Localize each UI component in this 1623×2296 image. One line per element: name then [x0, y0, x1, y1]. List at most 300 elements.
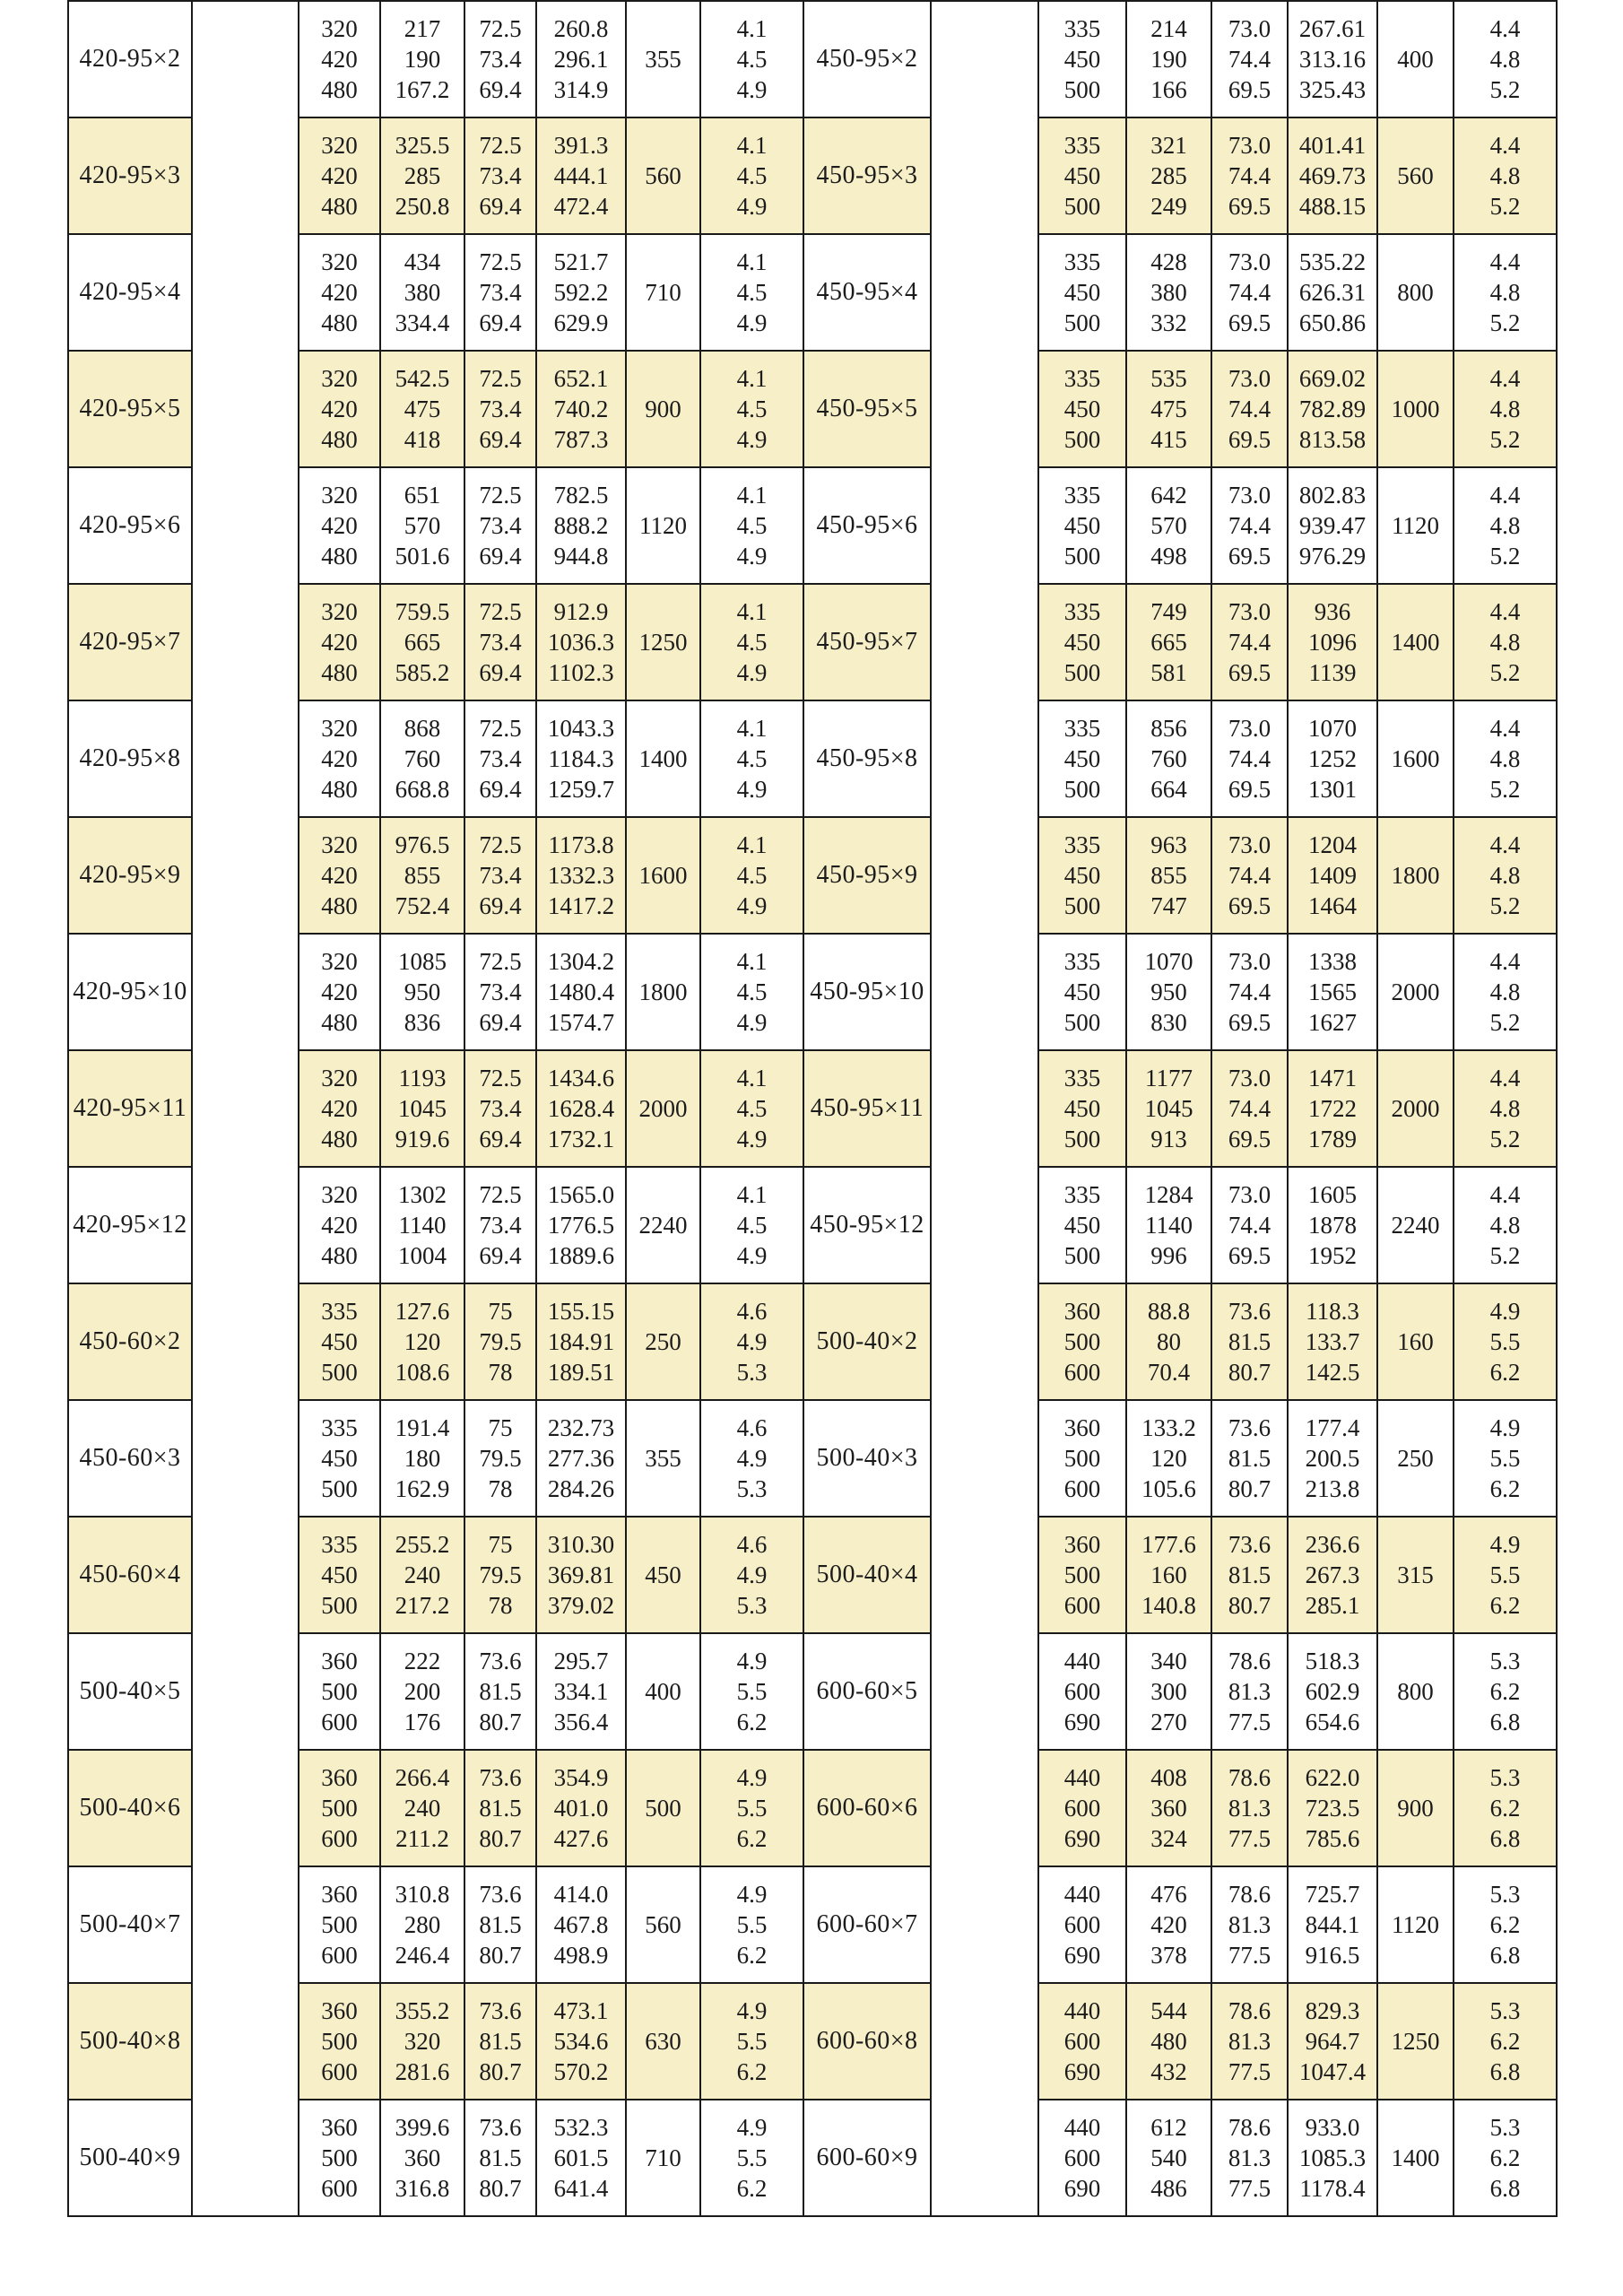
left-npsh-cell: [701, 1051, 804, 1168]
head-value: 665: [1150, 629, 1187, 656]
power-value: 933.0: [1305, 2114, 1360, 2141]
right-motor-cell: [1378, 235, 1454, 352]
eff-value: 69.5: [1228, 1009, 1271, 1036]
npsh-value: 4.1: [736, 598, 768, 625]
left-npsh-cell: [701, 585, 804, 701]
eff-value: 74.4: [1228, 1212, 1271, 1239]
power-value: 1070: [1308, 715, 1357, 742]
model-value: 450-95×12: [810, 1211, 924, 1239]
head-value: 140.8: [1141, 1592, 1196, 1619]
right-motor-cell: [1378, 935, 1454, 1051]
flow-value: 500: [1063, 1009, 1101, 1036]
model-value: 450-95×9: [816, 861, 918, 889]
eff-value: 80.7: [479, 2058, 522, 2085]
head-value: 240: [404, 1795, 441, 1822]
flow-value: 480: [321, 543, 358, 570]
flow-value: 420: [321, 396, 358, 422]
flow-value: 320: [321, 15, 358, 42]
eff-value: 69.5: [1228, 776, 1271, 803]
power-value: 622.0: [1305, 1764, 1360, 1791]
flow-value: 335: [1063, 948, 1101, 975]
right-eff-cell: [1212, 468, 1289, 585]
npsh-value: 4.4: [1489, 598, 1521, 625]
head-value: 285: [1150, 162, 1187, 189]
flow-value: 600: [321, 2058, 358, 2085]
head-value: 836: [404, 1009, 441, 1036]
right-head-cell: [1127, 468, 1212, 585]
head-value: 434: [404, 248, 441, 275]
power-value: 354.9: [553, 1764, 609, 1791]
flow-value: 420: [321, 745, 358, 772]
head-value: 428: [1150, 248, 1187, 275]
power-value: 401.41: [1298, 132, 1367, 159]
eff-value: 77.5: [1228, 2058, 1271, 2085]
power-value: 936: [1314, 598, 1351, 625]
right-head-cell: [1127, 118, 1212, 235]
left-head-cell: [381, 118, 465, 235]
gutter-cell: [932, 935, 1039, 1051]
power-value: 785.6: [1305, 1825, 1360, 1852]
head-value: 668.8: [395, 776, 450, 803]
npsh-value: 4.4: [1489, 831, 1521, 858]
npsh-value: 6.2: [736, 2175, 768, 2202]
power-value: 787.3: [553, 426, 609, 453]
eff-value: 74.4: [1228, 279, 1271, 306]
right-npsh-cell: [1454, 585, 1558, 701]
power-value: 1096: [1308, 629, 1357, 656]
right-flow-cell: [1039, 935, 1127, 1051]
motor-value: 500: [645, 1795, 681, 1822]
right-flow-cell: [1039, 352, 1127, 468]
eff-value: 78: [488, 1359, 513, 1386]
npsh-value: 4.4: [1489, 482, 1521, 509]
power-value: 1565.0: [547, 1181, 615, 1208]
left-head-cell: [381, 2, 465, 118]
npsh-value: 4.4: [1489, 1181, 1521, 1208]
gutter-cell: [932, 1867, 1039, 1984]
head-value: 240: [404, 1561, 441, 1588]
left-head-cell: [381, 352, 465, 468]
power-value: 260.8: [553, 15, 609, 42]
right-head-cell: [1127, 1168, 1212, 1284]
eff-value: 69.5: [1228, 1242, 1271, 1269]
head-value: 334.4: [395, 309, 450, 336]
power-value: 379.02: [547, 1592, 615, 1619]
right-eff-cell: [1212, 2, 1289, 118]
flow-value: 600: [1063, 1475, 1101, 1502]
power-value: 802.83: [1298, 482, 1367, 509]
left-model-cell: [69, 468, 193, 585]
left-npsh-cell: [701, 468, 804, 585]
gutter-cell: [193, 1634, 299, 1751]
gutter-cell: [932, 352, 1039, 468]
left-model-cell: [69, 235, 193, 352]
power-value: 1464: [1308, 892, 1357, 919]
right-head-cell: [1127, 1634, 1212, 1751]
motor-value: 2240: [638, 1212, 688, 1239]
head-value: 585.2: [395, 659, 450, 686]
left-eff-cell: [465, 1751, 537, 1867]
left-model-cell: [69, 585, 193, 701]
eff-value: 72.5: [479, 1065, 522, 1091]
flow-value: 500: [321, 2028, 358, 2055]
head-value: 570: [404, 512, 441, 539]
motor-value: 400: [645, 1678, 681, 1705]
flow-value: 450: [321, 1328, 358, 1355]
right-flow-cell: [1039, 235, 1127, 352]
power-value: 626.31: [1298, 279, 1367, 306]
right-head-cell: [1127, 585, 1212, 701]
left-power-cell: [537, 118, 627, 235]
flow-value: 450: [321, 1445, 358, 1472]
right-npsh-cell: [1454, 1284, 1558, 1401]
head-value: 612: [1150, 2114, 1187, 2141]
right-power-cell: [1289, 352, 1378, 468]
power-value: 1332.3: [547, 862, 615, 889]
gutter-cell: [193, 1284, 299, 1401]
eff-value: 73.0: [1228, 715, 1271, 742]
right-eff-cell: [1212, 818, 1289, 935]
left-npsh-cell: [701, 2, 804, 118]
flow-value: 500: [1063, 892, 1101, 919]
flow-value: 420: [321, 1095, 358, 1122]
head-value: 1085: [398, 948, 447, 975]
right-head-cell: [1127, 2100, 1212, 2217]
eff-value: 69.4: [479, 776, 522, 803]
flow-value: 335: [1063, 831, 1101, 858]
right-head-cell: [1127, 1401, 1212, 1518]
motor-value: 355: [645, 1445, 681, 1472]
right-npsh-cell: [1454, 2100, 1558, 2217]
flow-value: 500: [1063, 543, 1101, 570]
npsh-value: 4.4: [1489, 15, 1521, 42]
power-value: 473.1: [553, 1997, 609, 2024]
left-flow-cell: [299, 1634, 381, 1751]
npsh-value: 4.1: [736, 948, 768, 975]
model-value: 500-40×9: [79, 2144, 181, 2171]
eff-value: 81.5: [479, 2144, 522, 2171]
eff-value: 81.3: [1228, 1795, 1271, 1822]
power-value: 414.0: [553, 1881, 609, 1908]
right-power-cell: [1289, 585, 1378, 701]
eff-value: 69.4: [479, 426, 522, 453]
left-npsh-cell: [701, 235, 804, 352]
npsh-value: 4.1: [736, 365, 768, 392]
flow-value: 450: [1063, 396, 1101, 422]
right-power-cell: [1289, 701, 1378, 818]
head-value: 176: [404, 1709, 441, 1735]
head-value: 191.4: [395, 1414, 450, 1441]
left-power-cell: [537, 235, 627, 352]
left-head-cell: [381, 1401, 465, 1518]
npsh-value: 6.8: [1489, 2175, 1521, 2202]
flow-value: 690: [1063, 1709, 1101, 1735]
right-flow-cell: [1039, 2100, 1127, 2217]
left-motor-cell: [627, 1518, 701, 1634]
right-flow-cell: [1039, 1168, 1127, 1284]
flow-value: 480: [321, 1126, 358, 1152]
left-flow-cell: [299, 468, 381, 585]
power-value: 1480.4: [547, 978, 615, 1005]
left-model-cell: [69, 1051, 193, 1168]
right-head-cell: [1127, 701, 1212, 818]
head-value: 160: [1150, 1561, 1187, 1588]
npsh-value: 4.1: [736, 15, 768, 42]
right-model-cell: [804, 1984, 932, 2100]
right-eff-cell: [1212, 1751, 1289, 1867]
power-value: 534.6: [553, 2028, 609, 2055]
right-model-cell: [804, 1051, 932, 1168]
gutter-cell: [932, 1634, 1039, 1751]
eff-value: 80.7: [479, 1825, 522, 1852]
head-value: 664: [1150, 776, 1187, 803]
left-flow-cell: [299, 235, 381, 352]
flow-value: 335: [1063, 598, 1101, 625]
eff-value: 69.4: [479, 309, 522, 336]
motor-value: 710: [645, 2144, 681, 2171]
eff-value: 72.5: [479, 482, 522, 509]
gutter-cell: [193, 1984, 299, 2100]
npsh-value: 5.2: [1489, 659, 1521, 686]
flow-value: 450: [1063, 512, 1101, 539]
eff-value: 81.5: [1228, 1328, 1271, 1355]
right-motor-cell: [1378, 818, 1454, 935]
model-value: 500-40×6: [79, 1794, 181, 1822]
motor-value: 1800: [1391, 862, 1440, 889]
head-value: 133.2: [1141, 1414, 1196, 1441]
flow-value: 450: [1063, 1095, 1101, 1122]
right-motor-cell: [1378, 701, 1454, 818]
power-value: 916.5: [1305, 1942, 1360, 1969]
npsh-value: 4.9: [1489, 1298, 1521, 1325]
head-value: 752.4: [395, 892, 450, 919]
npsh-value: 4.5: [736, 978, 768, 1005]
npsh-value: 6.8: [1489, 1942, 1521, 1969]
power-value: 976.29: [1298, 543, 1367, 570]
left-model-cell: [69, 352, 193, 468]
left-model-cell: [69, 118, 193, 235]
flow-value: 450: [1063, 162, 1101, 189]
npsh-value: 5.5: [736, 2028, 768, 2055]
power-value: 829.3: [1305, 1997, 1360, 2024]
right-power-cell: [1289, 935, 1378, 1051]
npsh-value: 5.3: [736, 1592, 768, 1619]
flow-value: 450: [1063, 745, 1101, 772]
head-value: 246.4: [395, 1942, 450, 1969]
eff-value: 69.4: [479, 543, 522, 570]
head-value: 360: [1150, 1795, 1187, 1822]
motor-value: 560: [645, 162, 681, 189]
npsh-value: 5.3: [736, 1475, 768, 1502]
gutter-cell: [193, 118, 299, 235]
right-npsh-cell: [1454, 818, 1558, 935]
eff-value: 72.5: [479, 15, 522, 42]
power-value: 284.26: [547, 1475, 615, 1502]
power-value: 488.15: [1298, 193, 1367, 220]
right-power-cell: [1289, 818, 1378, 935]
power-value: 650.86: [1298, 309, 1367, 336]
power-value: 296.1: [553, 46, 609, 73]
flow-value: 500: [321, 1359, 358, 1386]
left-flow-cell: [299, 1051, 381, 1168]
power-value: 1102.3: [548, 659, 614, 686]
eff-value: 78.6: [1228, 1881, 1271, 1908]
npsh-value: 4.9: [736, 426, 768, 453]
model-value: 450-60×3: [79, 1444, 181, 1472]
eff-value: 80.7: [479, 1709, 522, 1735]
power-value: 535.22: [1298, 248, 1367, 275]
flow-value: 600: [321, 2175, 358, 2202]
eff-value: 74.4: [1228, 46, 1271, 73]
right-eff-cell: [1212, 585, 1289, 701]
flow-value: 320: [321, 365, 358, 392]
npsh-value: 4.5: [736, 745, 768, 772]
gutter-cell: [193, 1168, 299, 1284]
npsh-value: 4.1: [736, 831, 768, 858]
head-value: 325.5: [395, 132, 450, 159]
power-value: 285.1: [1305, 1592, 1360, 1619]
power-value: 723.5: [1305, 1795, 1360, 1822]
flow-value: 335: [1063, 482, 1101, 509]
right-motor-cell: [1378, 2, 1454, 118]
power-value: 1173.8: [548, 831, 614, 858]
right-npsh-cell: [1454, 468, 1558, 585]
head-value: 250.8: [395, 193, 450, 220]
right-eff-cell: [1212, 935, 1289, 1051]
head-value: 830: [1150, 1009, 1187, 1036]
npsh-value: 4.5: [736, 162, 768, 189]
right-power-cell: [1289, 1401, 1378, 1518]
model-value: 600-60×8: [816, 2027, 918, 2055]
motor-value: 1400: [1391, 2144, 1440, 2171]
flow-value: 500: [321, 1475, 358, 1502]
model-value: 450-95×2: [816, 45, 918, 73]
right-eff-cell: [1212, 118, 1289, 235]
right-head-cell: [1127, 1867, 1212, 1984]
power-value: 1304.2: [547, 948, 615, 975]
flow-value: 335: [321, 1414, 358, 1441]
head-value: 1177: [1145, 1065, 1193, 1091]
flow-value: 335: [1063, 248, 1101, 275]
npsh-value: 6.2: [1489, 1359, 1521, 1386]
head-value: 1004: [398, 1242, 447, 1269]
eff-value: 73.6: [479, 1997, 522, 2024]
flow-value: 450: [1063, 279, 1101, 306]
right-power-cell: [1289, 1867, 1378, 1984]
right-model-cell: [804, 1634, 932, 1751]
power-value: 1204: [1308, 831, 1357, 858]
head-value: 177.6: [1141, 1531, 1196, 1558]
right-model-cell: [804, 352, 932, 468]
right-motor-cell: [1378, 1168, 1454, 1284]
left-motor-cell: [627, 701, 701, 818]
power-value: 944.8: [553, 543, 609, 570]
head-value: 270: [1150, 1709, 1187, 1735]
flow-value: 335: [1063, 1181, 1101, 1208]
left-power-cell: [537, 352, 627, 468]
npsh-value: 4.9: [736, 1445, 768, 1472]
head-value: 501.6: [395, 543, 450, 570]
flow-value: 420: [321, 862, 358, 889]
eff-value: 73.6: [1228, 1414, 1271, 1441]
flow-value: 500: [1063, 1126, 1101, 1152]
left-eff-cell: [465, 1168, 537, 1284]
right-npsh-cell: [1454, 1051, 1558, 1168]
power-value: 472.4: [553, 193, 609, 220]
power-value: 725.7: [1305, 1881, 1360, 1908]
power-value: 133.7: [1305, 1328, 1360, 1355]
flow-value: 500: [1063, 1445, 1101, 1472]
motor-value: 2000: [1391, 1095, 1440, 1122]
flow-value: 320: [321, 248, 358, 275]
flow-value: 320: [321, 715, 358, 742]
npsh-value: 5.2: [1489, 426, 1521, 453]
head-value: 1045: [1144, 1095, 1193, 1122]
left-head-cell: [381, 818, 465, 935]
left-power-cell: [537, 1984, 627, 2100]
eff-value: 74.4: [1228, 862, 1271, 889]
head-value: 963: [1150, 831, 1187, 858]
power-value: 1952: [1308, 1242, 1357, 1269]
motor-value: 1250: [1391, 2028, 1440, 2055]
right-npsh-cell: [1454, 352, 1558, 468]
left-flow-cell: [299, 2100, 381, 2217]
left-flow-cell: [299, 1518, 381, 1634]
npsh-value: 4.5: [736, 1212, 768, 1239]
left-head-cell: [381, 1984, 465, 2100]
head-value: 360: [404, 2144, 441, 2171]
eff-value: 72.5: [479, 365, 522, 392]
npsh-value: 4.8: [1489, 1095, 1521, 1122]
eff-value: 81.5: [1228, 1445, 1271, 1472]
right-eff-cell: [1212, 701, 1289, 818]
head-value: 214: [1150, 15, 1187, 42]
right-npsh-cell: [1454, 1518, 1558, 1634]
flow-value: 600: [1063, 1359, 1101, 1386]
head-value: 280: [404, 1911, 441, 1938]
left-flow-cell: [299, 118, 381, 235]
npsh-value: 4.1: [736, 248, 768, 275]
npsh-value: 6.8: [1489, 2058, 1521, 2085]
right-model-cell: [804, 818, 932, 935]
right-model-cell: [804, 701, 932, 818]
flow-value: 600: [321, 1709, 358, 1735]
head-value: 480: [1150, 2028, 1187, 2055]
left-head-cell: [381, 235, 465, 352]
eff-value: 75: [488, 1414, 513, 1441]
left-motor-cell: [627, 1751, 701, 1867]
right-motor-cell: [1378, 2100, 1454, 2217]
eff-value: 73.4: [479, 862, 522, 889]
power-value: 1732.1: [547, 1126, 615, 1152]
head-value: 120: [404, 1328, 441, 1355]
eff-value: 73.6: [479, 1764, 522, 1791]
power-value: 629.9: [553, 309, 609, 336]
model-value: 450-95×6: [816, 511, 918, 539]
head-value: 950: [404, 978, 441, 1005]
flow-value: 420: [321, 46, 358, 73]
power-value: 236.6: [1305, 1531, 1360, 1558]
head-value: 80: [1157, 1328, 1181, 1355]
head-value: 310.8: [395, 1881, 450, 1908]
npsh-value: 4.6: [736, 1531, 768, 1558]
power-value: 782.89: [1298, 396, 1367, 422]
npsh-value: 4.1: [736, 482, 768, 509]
gutter-cell: [932, 1051, 1039, 1168]
head-value: 420: [1150, 1911, 1187, 1938]
head-value: 180: [404, 1445, 441, 1472]
right-power-cell: [1289, 468, 1378, 585]
